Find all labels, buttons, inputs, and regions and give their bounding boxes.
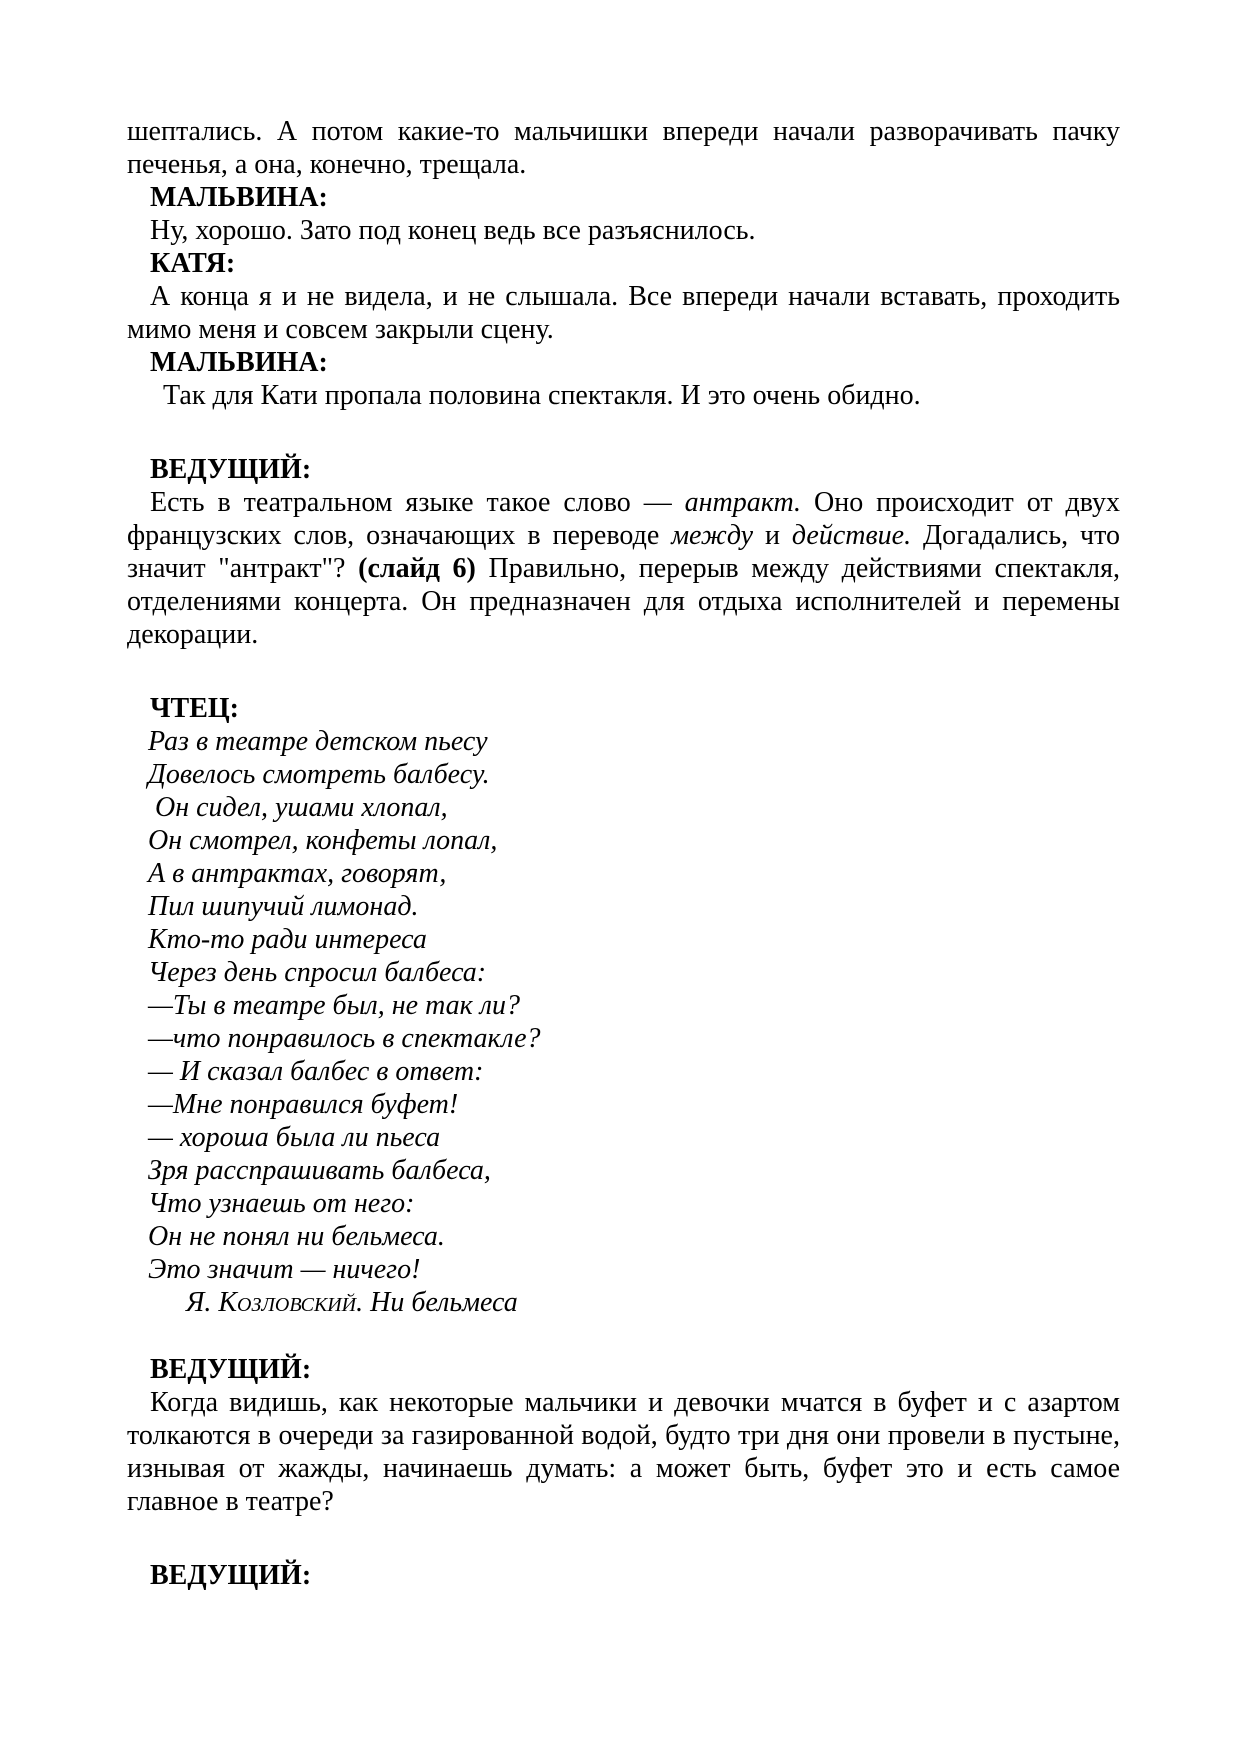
heading-vedushchiy xyxy=(127,453,1120,486)
text-run: —Ты в театре был, не так ли? xyxy=(148,990,520,1021)
text-run: Пил шипучий лимонад. xyxy=(148,891,419,922)
heading-malvina xyxy=(127,346,1120,379)
paragraph-continuation xyxy=(127,115,1120,181)
verse-line xyxy=(148,1220,1120,1253)
blank-line xyxy=(127,412,1120,453)
text-run: шептались. А потом какие-то мальчишки впереди начали разворачивать пачку печенья, а она, конечно, трещала. xyxy=(127,116,1120,180)
heading-vedushchiy xyxy=(127,1353,1120,1386)
text-run: Это значит — ничего! xyxy=(148,1254,421,1285)
verse-line xyxy=(148,725,1120,758)
verse-line xyxy=(148,1088,1120,1121)
text-run: —что понравилось в спектакле? xyxy=(148,1023,541,1054)
text-run: Я. xyxy=(186,1287,219,1318)
blank-line xyxy=(127,1319,1120,1353)
verse-line xyxy=(148,1055,1120,1088)
blank-line xyxy=(127,651,1120,692)
text-run: Он сидел, ушами хлопал, xyxy=(148,792,448,823)
text-run: А в антрактах, говорят, xyxy=(148,858,447,889)
text-run: ЧТЕЦ: xyxy=(150,693,240,724)
verse-line xyxy=(148,1121,1120,1154)
poem-attribution xyxy=(186,1286,1120,1319)
text-run: между xyxy=(671,520,754,551)
text-run: КАТЯ: xyxy=(150,248,236,279)
text-run: Раз в театре детском пьесу xyxy=(148,726,488,757)
paragraph-malvina-line xyxy=(127,379,1120,412)
blank-line xyxy=(127,1518,1120,1559)
verse-line xyxy=(148,956,1120,989)
paragraph-vedushchiy-bufet xyxy=(127,1386,1120,1518)
text-run: ВЕДУЩИЙ: xyxy=(150,1560,312,1591)
paragraph-katya-line xyxy=(127,280,1120,346)
heading-katya xyxy=(127,247,1120,280)
text-run: —Мне понравился буфет! xyxy=(148,1089,459,1120)
text-run: Есть в театральном языке такое слово — xyxy=(150,487,685,518)
text-run: МАЛЬВИНА: xyxy=(150,347,328,378)
text-run: Ни бельмеса xyxy=(363,1287,518,1318)
text-run: — И сказал балбес в ответ: xyxy=(148,1056,484,1087)
verse-line xyxy=(148,824,1120,857)
text-run: А конца я и не видела, и не слышала. Все впереди начали вставать, проходить мимо меня и совсем закрыли сцену. xyxy=(127,281,1120,345)
text-run: Оно происходит от двух французских слов, означающих в переводе xyxy=(127,487,1121,551)
verse-line xyxy=(148,890,1120,923)
text-run: антракт. xyxy=(684,487,802,518)
text-run: Что узнаешь от него: xyxy=(148,1188,415,1219)
verse-line xyxy=(148,1253,1120,1286)
heading-chtets xyxy=(127,692,1120,725)
text-run: Довелось смотреть балбесу. xyxy=(148,759,490,790)
text-run: Зря расспрашивать балбеса, xyxy=(148,1155,491,1186)
text-run: Ну, хорошо. Зато под конец ведь все разъяснилось. xyxy=(150,215,756,246)
text-run: Правильно, перерыв между действиями спектакля, отделениями концерта. Он предназначен для отдыха исполнителей и перемены декорации. xyxy=(127,553,1120,650)
text-run: Через день спросил балбеса: xyxy=(148,957,487,988)
text-run: Кто-то ради интереса xyxy=(148,924,427,955)
text-run: Так для Кати пропала половина спектакля. И это очень обидно. xyxy=(163,380,921,411)
text-run: (слайд 6) xyxy=(358,553,476,584)
text-run: Он не понял ни бельмеса. xyxy=(148,1221,445,1252)
text-run: ВЕДУЩИЙ: xyxy=(150,454,312,485)
verse-line xyxy=(148,758,1120,791)
text-run: ВЕДУЩИЙ: xyxy=(150,1354,312,1385)
text-run: Он смотрел, конфеты лопал, xyxy=(148,825,498,856)
heading-vedushchiy xyxy=(127,1559,1120,1592)
verse-line xyxy=(148,857,1120,890)
verse-line xyxy=(148,1154,1120,1187)
text-run: действие. xyxy=(791,520,912,551)
verse-line xyxy=(148,989,1120,1022)
paragraph-malvina-line xyxy=(127,214,1120,247)
text-run: — хороша была ли пьеса xyxy=(148,1122,441,1153)
text-run: МАЛЬВИНА: xyxy=(150,182,328,213)
paragraph-vedushchiy-antrakt xyxy=(127,486,1120,651)
verse-line xyxy=(148,1187,1120,1220)
heading-malvina xyxy=(127,181,1120,214)
verse-line xyxy=(148,1022,1120,1055)
text-run: Когда видишь, как некоторые мальчики и девочки мчатся в буфет и с азартом толкаются в очереди за газированной водой, будто три дня они провели в пустыне, изнывая от жажды, начинаешь думать: а может быть, буфет это и есть самое главное в театре? xyxy=(127,1387,1120,1517)
verse-line xyxy=(148,791,1120,824)
text-run: Догадались, что значит "антракт"? xyxy=(127,520,1120,584)
text-run: Козловский. xyxy=(218,1287,364,1318)
verse-line xyxy=(148,923,1120,956)
text-run: и xyxy=(753,520,792,551)
